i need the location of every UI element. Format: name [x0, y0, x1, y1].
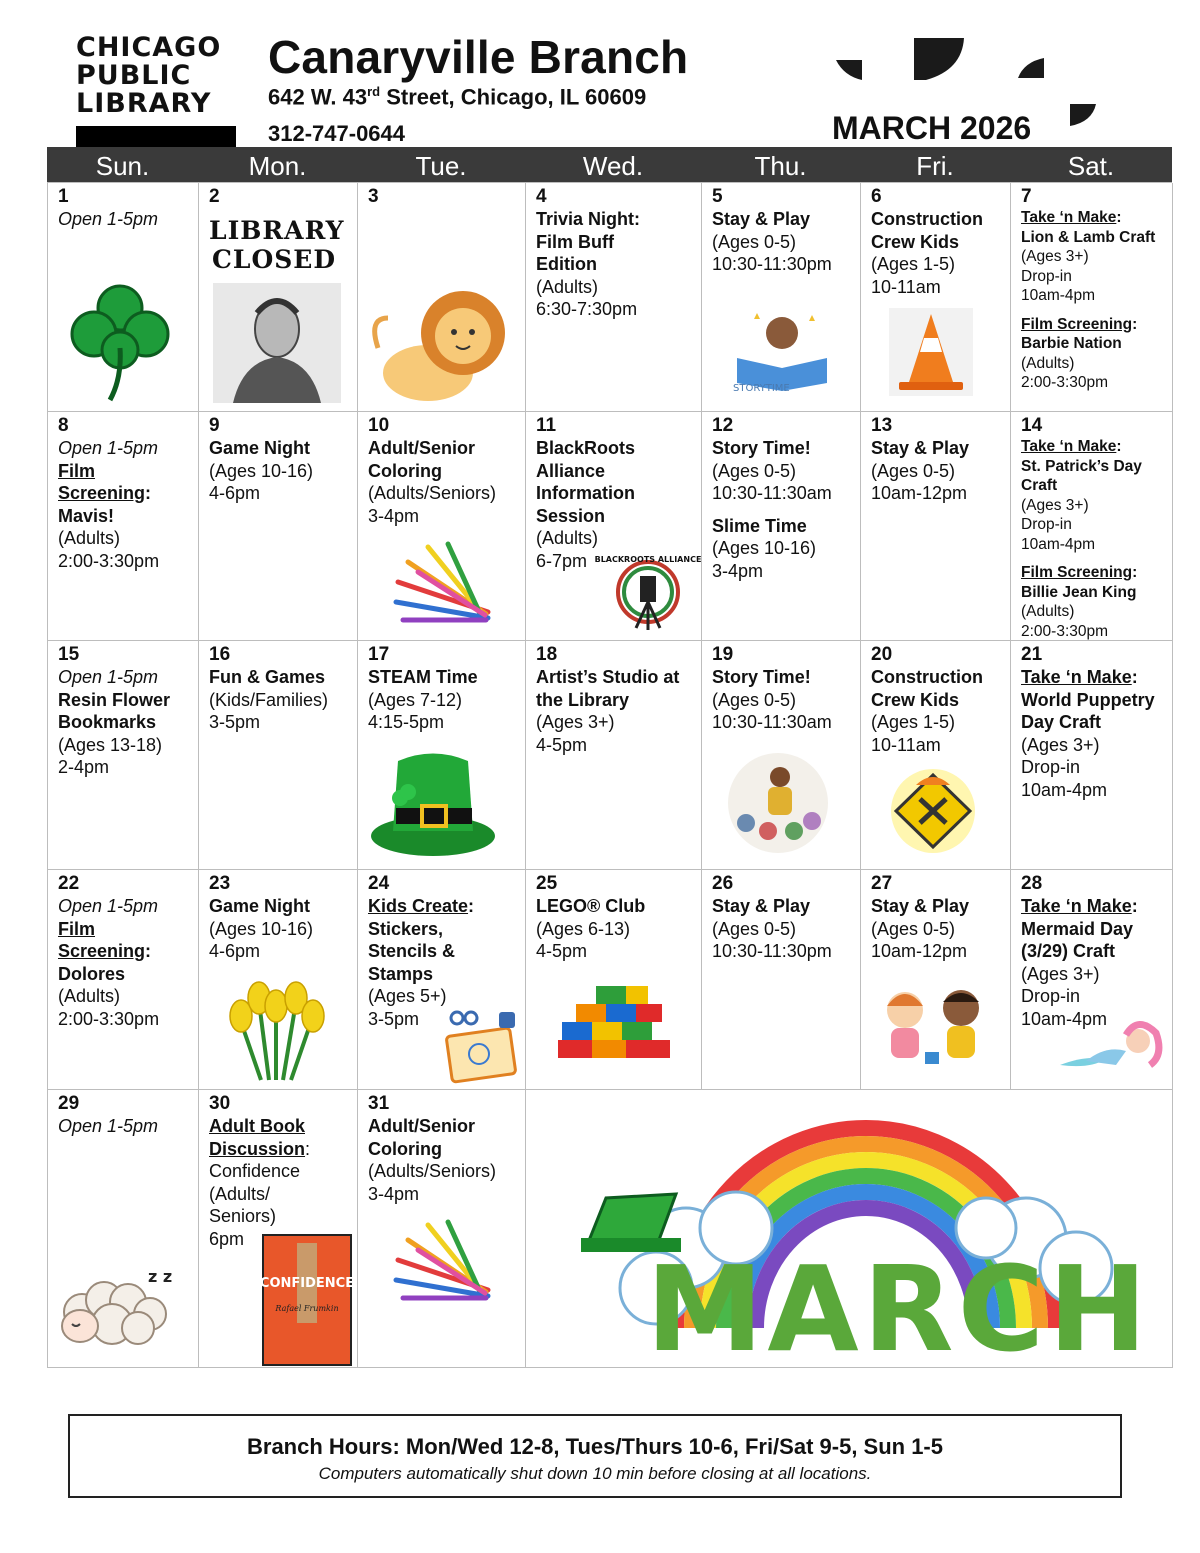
day-number: 1	[58, 186, 69, 207]
logo-line-2: PUBLIC	[76, 60, 192, 91]
day-number: 14	[1021, 415, 1043, 436]
event-time: 10am-4pm	[1021, 287, 1096, 304]
day-number: 10	[368, 415, 390, 436]
address-suffix: rd	[367, 84, 381, 99]
day-cell-21: 21 Take ‘n Make: World Puppetry Day Craft (Ages 3+) Drop-in 10am-4pm	[1011, 641, 1173, 870]
day-cell-15	[48, 641, 199, 870]
event-audience: (Ages 0-5)	[712, 460, 797, 481]
event-time: 3-4pm	[368, 1183, 420, 1204]
day-number: 7	[1021, 186, 1032, 207]
weekday-fri: Fri.	[916, 151, 954, 181]
day-number: 4	[536, 186, 547, 207]
day-number: 2	[209, 186, 220, 207]
event-title: World Puppetry Day Craft	[1021, 689, 1155, 732]
colored-pencils-icon	[388, 1220, 498, 1305]
day-cell-10	[358, 412, 526, 641]
event-title: Game Night	[209, 438, 311, 458]
day-number: 5	[712, 186, 723, 207]
deco-shape-4	[1070, 104, 1096, 126]
svg-text:z z: z z	[148, 1267, 173, 1286]
event-time: 6pm	[209, 1228, 245, 1249]
open-hours: Open 1-5pm	[58, 667, 159, 687]
event-title: Story Time!	[712, 667, 811, 687]
library-logo	[76, 34, 240, 148]
book-cover-title: CONFIDENCE	[259, 1276, 355, 1291]
calendar-grid	[47, 182, 1172, 1378]
weekday-sat: Sat.	[1067, 151, 1115, 181]
event-audience: (Ages 0-5)	[871, 460, 956, 481]
day-number: 13	[871, 415, 893, 436]
day-cell-28: 28 Take ‘n Make: Mermaid Day (3/29) Craft (Ages 3+) Drop-in 10am-4pm	[1011, 870, 1173, 1090]
event-time: 3-5pm	[368, 1008, 420, 1029]
day-cell-6	[861, 183, 1011, 412]
day-number: 24	[368, 873, 390, 894]
day-cell-29	[48, 1090, 199, 1368]
day-number: 27	[871, 873, 893, 894]
day-number: 25	[536, 873, 558, 894]
book-cover-image	[259, 1235, 355, 1365]
day-cell-31	[358, 1090, 526, 1368]
event-audience: (Adults)	[536, 276, 599, 297]
event-audience: (Ages 10-16)	[209, 918, 314, 939]
month-title: MARCH 2026	[832, 110, 1032, 146]
day-cell-7: 7 Take ‘n Make: Lion & Lamb Craft (Ages 3+) Drop-in 10am-4pm Film Screening: Barbie Nation (Adults) 2:00-3:30pm	[1011, 183, 1173, 412]
event-audience: (Ages 0-5)	[712, 231, 797, 252]
storytime-icon	[727, 303, 837, 393]
event-audience: (Adults)	[58, 528, 121, 548]
day-number: 11	[536, 415, 557, 436]
weekday-thu: Thu.	[754, 151, 807, 181]
event-title: Barbie Nation	[1021, 335, 1122, 352]
event-time: 4-5pm	[536, 734, 588, 755]
event-time: 10am-4pm	[1021, 1008, 1108, 1029]
day-cell-18	[526, 641, 702, 870]
address-part-1: 642 W. 43	[268, 84, 368, 110]
event-label: Take ‘n Make	[1021, 667, 1132, 687]
event-title: Adult/Senior Coloring	[368, 438, 475, 481]
event-time: 2-4pm	[58, 757, 110, 777]
event-time: 4-6pm	[209, 483, 261, 503]
event-title: Billie Jean King	[1021, 583, 1137, 601]
event-title: Trivia Night: Film Buff Edition	[536, 209, 641, 274]
event-title: Dolores	[58, 963, 126, 984]
blackroots-logo-text: BLACKROOTS ALLIANCE	[594, 555, 702, 564]
event-label: Take ‘n Make	[1021, 438, 1117, 455]
event-title: Stay & Play	[712, 209, 811, 229]
lion-icon	[368, 278, 508, 403]
event-audience: (Adults/Seniors)	[368, 1161, 497, 1181]
event-title: Mermaid Day (3/29) Craft	[1021, 918, 1134, 961]
event-title: Stay & Play	[712, 896, 811, 916]
event-title: Construction Crew Kids	[871, 667, 983, 710]
march-banner-cell	[526, 1090, 1173, 1378]
event-time: 4-6pm	[209, 941, 261, 961]
day-cell-23	[199, 870, 358, 1090]
event-audience: (Ages 0-5)	[871, 918, 956, 939]
event-title: Stay & Play	[871, 438, 970, 458]
day-cell-16	[199, 641, 358, 870]
day-number: 29	[58, 1093, 80, 1114]
event-audience: (Adults)	[536, 528, 599, 548]
children-playing-icon	[873, 982, 993, 1072]
traffic-cone-icon	[889, 308, 973, 396]
event-title: Resin Flower Bookmarks	[58, 689, 171, 732]
day-number: 8	[58, 415, 69, 436]
event-audience: (Ages 3+)	[1021, 963, 1100, 984]
event-audience: (Ages 0-5)	[712, 918, 797, 939]
day-cell-22: 22 Open 1-5pm Film Screening: Dolores (Adults) 2:00-3:30pm	[48, 870, 199, 1090]
day-cell-12	[702, 412, 861, 641]
event-time: 2:00-3:30pm	[1021, 622, 1109, 640]
day-number: 16	[209, 644, 231, 665]
deco-shape-1	[836, 60, 862, 80]
event-time: 6-7pm	[536, 550, 588, 571]
computer-shutdown-note: Computers automatically shut down 10 min before closing at all locations.	[318, 1464, 872, 1483]
event-title: Lion & Lamb Craft	[1021, 228, 1156, 246]
event-audience: (Ages 1-5)	[871, 712, 956, 732]
event-audience: (Adults)	[1021, 603, 1075, 620]
event-label: Film Screening	[1021, 315, 1133, 333]
day-cell-30: 30 Adult Book Discussion: Confidence (Adults/ Seniors) 6pm CONFIDENCE Rafael Frumkin	[199, 1090, 358, 1368]
event-label: Kids Create	[368, 896, 469, 916]
march-banner-text: MARCH	[646, 1240, 1151, 1378]
event-label: Take ‘n Make	[1021, 896, 1132, 916]
event-title: STEAM Time	[368, 667, 478, 687]
event-audience: (Ages 10-16)	[712, 538, 817, 558]
weekday-wed: Wed.	[582, 151, 644, 181]
event-audience: (Adults)	[58, 986, 121, 1006]
branch-title: Canaryville Branch	[268, 31, 689, 83]
branch-hours: Branch Hours: Mon/Wed 12-8, Tues/Thurs 10-6, Fri/Sat 9-5, Sun 1-5	[247, 1434, 943, 1459]
day-cell-14: 14 Take ‘n Make: St. Patrick’s Day Craft (Ages 3+) Drop-in 10am-4pm Film Screening: Billie Jean King (Adults) 2:00-3:30pm	[1011, 412, 1173, 641]
day-number: 23	[209, 873, 231, 894]
day-cell-27	[861, 870, 1011, 1090]
event-time: 2:00-3:30pm	[1021, 374, 1109, 391]
event-time: 10am-4pm	[1021, 779, 1108, 800]
event-audience: (Ages 3+)	[1021, 248, 1089, 265]
event-audience: (Ages 0-5)	[712, 689, 797, 710]
event-title: Artist’s Studio at the Library	[536, 667, 680, 710]
day-cell-5	[702, 183, 861, 412]
event-dropin: Drop-in	[1021, 267, 1072, 285]
day-number: 31	[368, 1093, 390, 1114]
event-time: 10am-4pm	[1021, 535, 1096, 553]
day-number: 17	[368, 644, 390, 665]
day-cell-19	[702, 641, 861, 870]
event-title: Adult/Senior Coloring	[368, 1116, 475, 1159]
event-dropin: Drop-in	[1021, 516, 1072, 533]
event-time: 10:30-11:30pm	[712, 254, 832, 274]
leprechaun-hat-icon	[368, 746, 503, 858]
deco-shape-2	[914, 38, 964, 80]
event-time: 10-11am	[871, 276, 941, 297]
event-time: 3-4pm	[712, 560, 764, 581]
event-title: Stay & Play	[871, 896, 970, 916]
day-cell-2	[199, 183, 358, 412]
event-time: 2:00-3:30pm	[58, 550, 160, 571]
event-dropin: Drop-in	[1021, 757, 1081, 777]
day-cell-20	[861, 641, 1011, 870]
day-number: 18	[536, 644, 558, 665]
storytelling-icon	[724, 751, 832, 856]
blackroots-logo	[594, 550, 702, 634]
event-audience: (Adults)	[1021, 354, 1075, 372]
event-audience: (Kids/Families)	[209, 689, 329, 710]
day-cell-3	[358, 183, 526, 412]
branch-address	[268, 84, 646, 110]
event-title: Construction Crew Kids	[871, 209, 983, 252]
open-hours: Open 1-5pm	[58, 1116, 159, 1136]
event-time: 10:30-11:30am	[712, 483, 832, 503]
event-title: BlackRoots Alliance Information Session	[536, 438, 636, 526]
open-hours: Open 1-5pm	[58, 209, 159, 229]
event-title: Stickers, Stencils & Stamps	[368, 918, 456, 984]
weekday-tue: Tue.	[415, 151, 467, 181]
event-title: St. Patrick’s Day Craft	[1021, 457, 1142, 494]
event-time: 3-4pm	[368, 505, 420, 526]
mermaid-icon	[1056, 1015, 1166, 1080]
event-time: 3-5pm	[209, 712, 261, 732]
storytime-label: STORYTIME	[733, 383, 790, 394]
weekday-sun: Sun.	[95, 151, 150, 181]
event-audience-cont: Seniors)	[209, 1206, 277, 1226]
sleeping-sheep-icon	[52, 1262, 182, 1357]
event-title: LEGO® Club	[536, 896, 646, 916]
event-label: Adult Book Discussion	[209, 1116, 306, 1159]
day-number: 6	[871, 186, 882, 207]
event-dropin: Drop-in	[1021, 986, 1081, 1006]
branch-phone: 312-747-0644	[268, 121, 406, 146]
event-audience: (Ages 3+)	[1021, 496, 1089, 514]
weekday-mon: Mon.	[248, 151, 307, 181]
book-title: Confidence	[209, 1161, 301, 1181]
event-time: 2:00-3:30pm	[58, 1008, 160, 1029]
day-cell-4	[526, 183, 702, 412]
event-audience: (Ages 3+)	[536, 712, 615, 732]
day-number: 20	[871, 644, 893, 665]
day-cell-17	[358, 641, 526, 870]
weekday-header	[47, 147, 1172, 182]
craft-supplies-icon	[443, 1008, 523, 1086]
event-time: 10am-12pm	[871, 483, 968, 503]
event-time: 10am-12pm	[871, 941, 968, 961]
book-cover-author: Rafael Frumkin	[275, 1304, 339, 1313]
event-audience: (Adults/	[209, 1183, 271, 1204]
day-cell-9	[199, 412, 358, 641]
logo-bar	[76, 126, 236, 148]
day-cell-24: 24 Kids Create: Stickers, Stencils & Stamps (Ages 5+) 3-5pm	[358, 870, 526, 1090]
portrait-image	[213, 283, 341, 403]
event-audience: (Ages 5+)	[368, 986, 447, 1006]
event-time: 4:15-5pm	[368, 712, 445, 732]
branch-hours-box	[68, 1414, 1122, 1498]
event-audience: (Ages 1-5)	[871, 254, 956, 274]
calendar	[47, 147, 1172, 1378]
day-number: 12	[712, 415, 734, 436]
event-label: Take ‘n Make	[1021, 209, 1117, 226]
logo-line-1: CHICAGO	[76, 32, 222, 63]
shamrock-icon	[70, 278, 170, 403]
day-number: 26	[712, 873, 734, 894]
library-closed-label: LIBRARY CLOSED	[209, 216, 345, 274]
event-audience: (Ages 13-18)	[58, 734, 163, 755]
day-cell-11	[526, 412, 702, 641]
deco-shape-3	[1018, 58, 1044, 78]
day-number: 21	[1021, 644, 1043, 665]
logo-line-3: LIBRARY	[76, 88, 212, 119]
day-cell-25	[526, 870, 702, 1090]
event-title: Fun & Games	[209, 667, 326, 687]
event-time: 4-5pm	[536, 941, 588, 961]
address-part-2: Street, Chicago, IL 60609	[380, 84, 647, 110]
day-cell-26	[702, 870, 861, 1090]
event-audience: (Ages 6-13)	[536, 918, 631, 939]
day-cell-8: 8 Open 1-5pm Film Screening: Mavis! (Adults) 2:00-3:30pm	[48, 412, 199, 641]
day-cell-13	[861, 412, 1011, 641]
event-time: 10:30-11:30am	[712, 712, 832, 732]
day-number: 15	[58, 644, 80, 665]
event-audience: (Ages 10-16)	[209, 460, 314, 481]
day-number: 9	[209, 415, 220, 436]
day-number: 3	[368, 186, 379, 207]
event-label: Film Screening	[1021, 564, 1133, 581]
event-time: 6:30-7:30pm	[536, 299, 638, 319]
event-audience: (Ages 3+)	[1021, 734, 1100, 755]
construction-sign-icon	[886, 761, 981, 856]
event-title: Mavis!	[58, 505, 115, 526]
daffodils-icon	[221, 982, 336, 1082]
lego-bricks-icon	[556, 978, 676, 1068]
colored-pencils-icon	[388, 542, 498, 627]
event-time: 10:30-11:30pm	[712, 941, 832, 961]
day-number: 30	[209, 1093, 231, 1114]
day-cell-1	[48, 183, 199, 412]
event-title: Story Time!	[712, 438, 811, 458]
day-number: 28	[1021, 873, 1043, 894]
day-number: 19	[712, 644, 734, 665]
event-label: Film Screening	[58, 918, 146, 961]
day-number: 22	[58, 873, 80, 894]
open-hours: Open 1-5pm	[58, 896, 159, 916]
event-audience: (Adults/Seniors)	[368, 483, 497, 503]
event-audience: (Ages 7-12)	[368, 689, 463, 710]
event-title: Slime Time	[712, 515, 807, 536]
event-label: Film Screening	[58, 460, 146, 503]
event-time: 10-11am	[871, 734, 941, 755]
event-title: Game Night	[209, 896, 311, 916]
open-hours: Open 1-5pm	[58, 438, 159, 458]
